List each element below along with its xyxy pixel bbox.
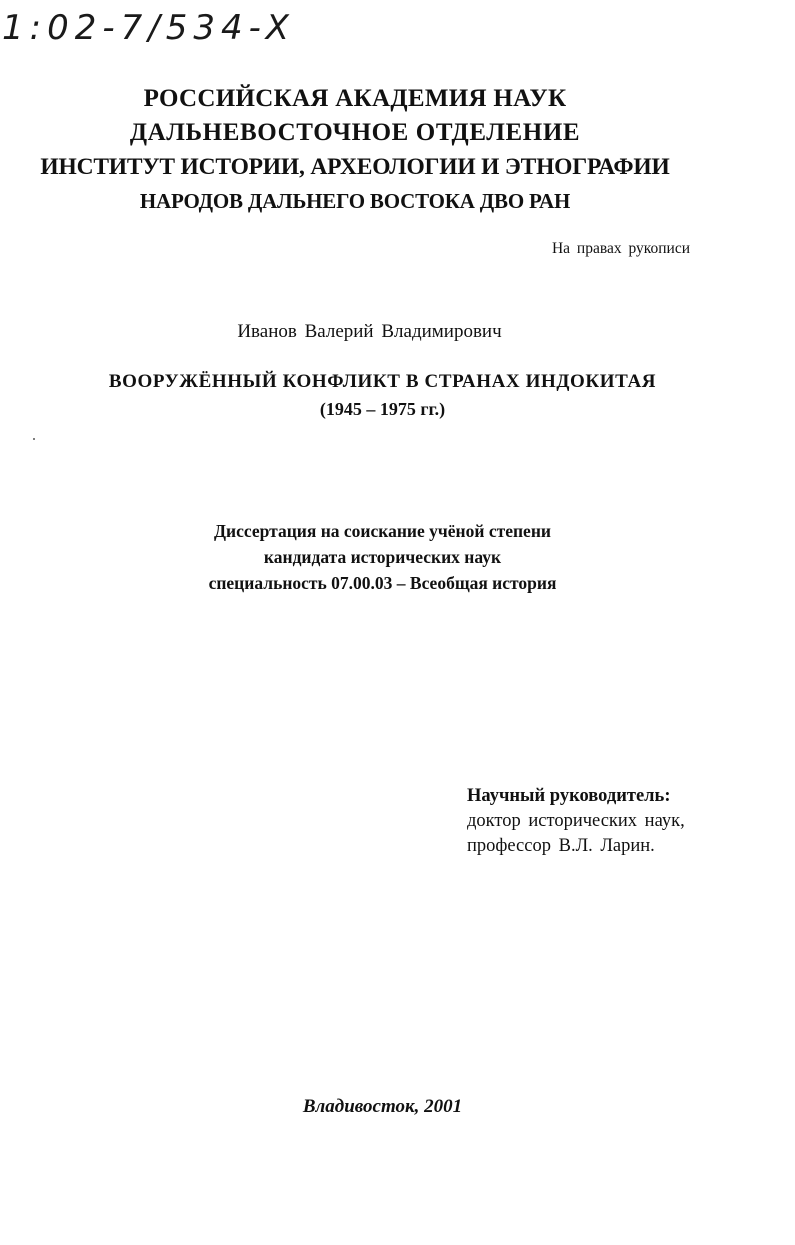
author-name: Иванов Валерий Владимирович — [237, 321, 502, 342]
dissertation-line-3: специальность 07.00.03 – Всеобщая история — [208, 573, 557, 593]
place-and-year: Владивосток, 2001 — [302, 1096, 463, 1117]
dissertation-line-1: Диссертация на соискание учёной степени — [214, 521, 551, 541]
thesis-title — [0, 368, 765, 422]
header-line-branch: ДАЛЬНЕВОСТОЧНОЕ ОТДЕЛЕНИЕ — [129, 119, 581, 146]
supervisor-name: профессор В.Л. Ларин. — [467, 836, 655, 856]
thesis-title-years: (1945 – 1975 гг.) — [319, 399, 446, 419]
institution-header — [0, 82, 710, 218]
header-line-institute-cont: НАРОДОВ ДАЛЬНЕГО ВОСТОКА ДВО РАН — [139, 189, 571, 213]
supervisor-degree: доктор исторических наук, — [467, 811, 685, 831]
dissertation-line-2: кандидата исторических наук — [263, 547, 502, 567]
header-line-institute: ИНСТИТУТ ИСТОРИИ, АРХЕОЛОГИИ И ЭТНОГРАФИИ — [40, 154, 670, 180]
scan-speck — [33, 438, 35, 440]
supervisor-label: Научный руководитель: — [467, 786, 671, 806]
handwritten-catalog-code: 1:02-7/534-X — [2, 8, 295, 48]
supervisor-block — [467, 784, 685, 859]
thesis-title-main: ВООРУЖЁННЫЙ КОНФЛИКТ В СТРАНАХ ИНДОКИТАЯ — [108, 371, 657, 392]
header-line-academy: РОССИЙСКАЯ АКАДЕМИЯ НАУК — [143, 85, 567, 112]
manuscript-rights-note: На правах рукописи — [551, 240, 690, 257]
dissertation-statement — [0, 518, 765, 596]
